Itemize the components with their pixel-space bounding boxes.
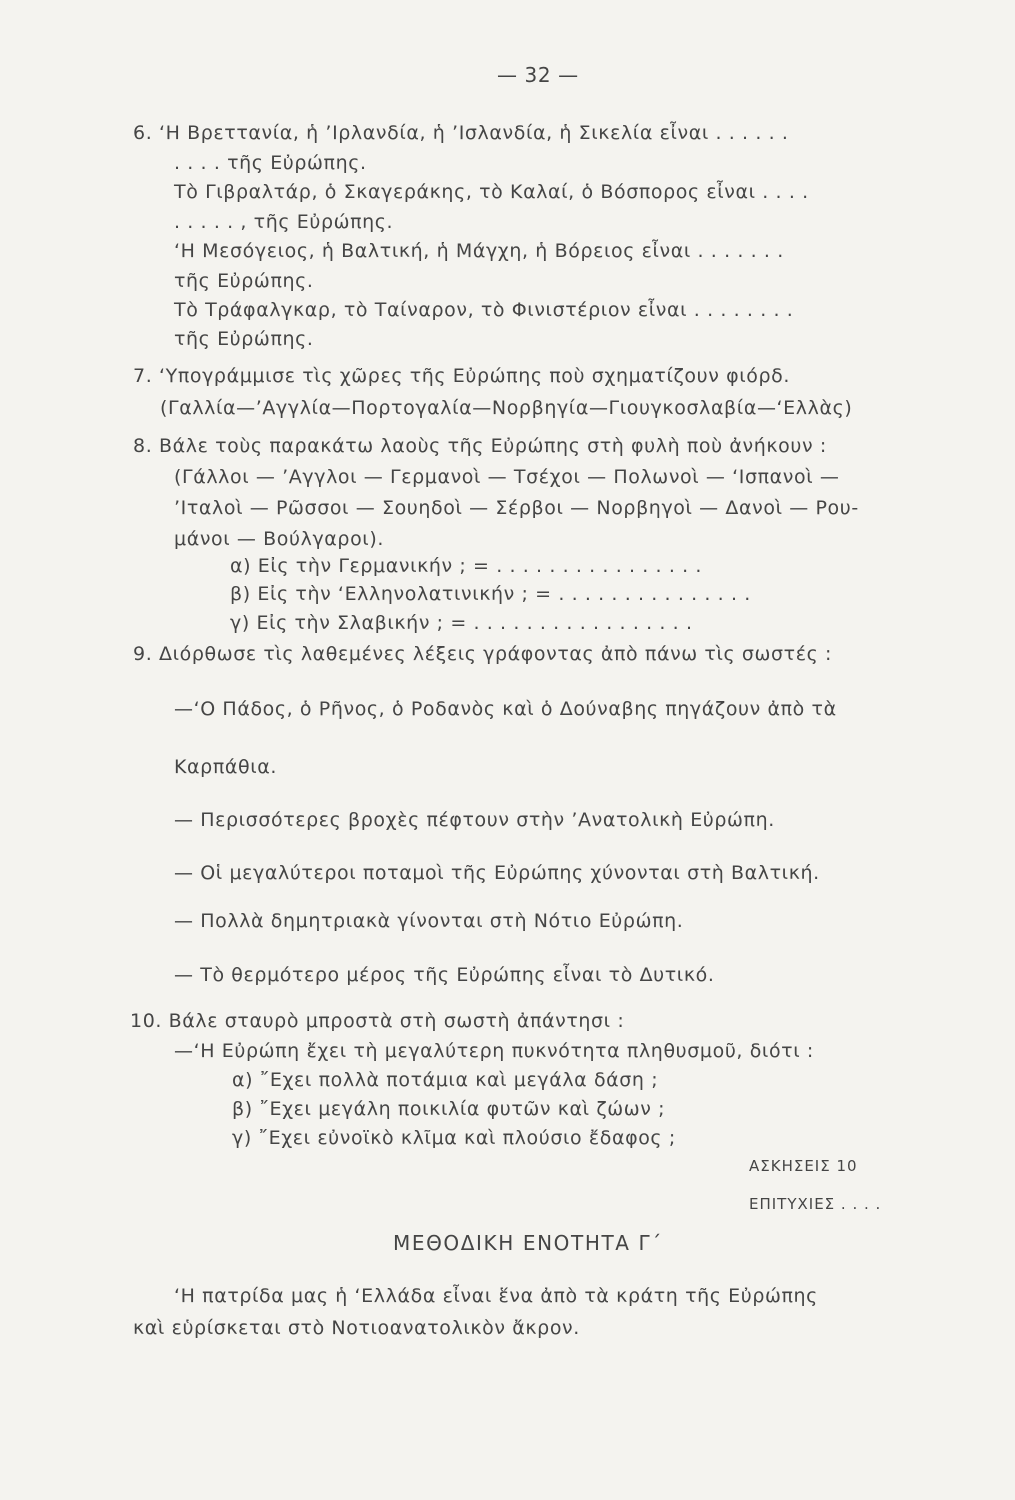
section-heading: ΜΕΘΟΔΙΚΗ ΕΝΟΤΗΤΑ Γ΄	[393, 1231, 663, 1255]
exercise-10-option-b: β) ῎Εχει μεγάλη ποικιλία φυτῶν καὶ ζώων ;	[232, 1098, 666, 1120]
exercise-8-option-c: γ) Εἰς τὴν Σλαβικήν ; = . . . . . . . . . . . . . . . . .	[230, 612, 693, 634]
exercise-9-sentence-1: —‘Ο Πάδος, ὁ Ρῆνος, ὁ Ροδανὸς καὶ ὁ Δούναβης πηγάζουν ἀπὸ τὰ	[174, 698, 837, 720]
closing-line-2: καὶ εὑρίσκεται στὸ Νοτιοανατολικὸν ἄκρον.	[133, 1317, 580, 1339]
exercise-8-line-1: 8. Βάλε τοὺς παρακάτω λαοὺς τῆς Εὐρώπης στὴ φυλὴ ποὺ ἀνήκουν :	[133, 435, 827, 457]
exercise-7-line-1: 7. ‘Υπογράμμισε τὶς χῶρες τῆς Εὐρώπης ποὺ σχηματίζουν φιόρδ.	[133, 365, 790, 387]
exercise-6-line-6: τῆς Εὐρώπης.	[174, 270, 314, 292]
exercises-count-label: ΑΣΚΗΣΕΙΣ 10	[749, 1157, 858, 1175]
exercise-6-line-8: τῆς Εὐρώπης.	[174, 328, 314, 350]
exercise-9-sentence-4: — Πολλὰ δημητριακὰ γίνονται στὴ Νότιο Εὐρώπη.	[174, 910, 684, 932]
exercise-8-option-b: β) Εἰς τὴν ‘Ελληνολατινικήν ; = . . . . . . . . . . . . . . .	[230, 583, 751, 605]
exercise-9-sentence-5: — Τὸ θερμότερο μέρος τῆς Εὐρώπης εἶναι τὸ Δυτικό.	[174, 964, 715, 986]
exercise-8-option-a: α) Εἰς τὴν Γερμανικήν ; = . . . . . . . . . . . . . . . .	[230, 555, 703, 577]
successes-label: ΕΠΙΤΥΧΙΕΣ . . . .	[749, 1195, 882, 1213]
exercise-8-line-2: (Γάλλοι — ’Αγγλοι — Γερμανοὶ — Τσέχοι — Πολωνοὶ — ‘Ισπανοὶ —	[174, 466, 840, 488]
exercise-8-line-4: μάνοι — Βούλγαροι).	[174, 528, 384, 550]
exercise-6-line-5: ‘Η Μεσόγειος, ἡ Βαλτική, ἡ Μάγχη, ἡ Βόρειος εἶναι . . . . . . .	[174, 240, 784, 262]
exercise-6-line-7: Τὸ Τράφαλγκαρ, τὸ Ταίναρον, τὸ Φινιστέριον εἶναι . . . . . . . .	[174, 299, 794, 321]
exercise-8-line-3: ’Ιταλοὶ — Ρῶσσοι — Σουηδοὶ — Σέρβοι — Νορβηγοὶ — Δανοὶ — Ρου-	[174, 497, 859, 519]
exercise-10-line-1: 10. Βάλε σταυρὸ μπροστὰ στὴ σωστὴ ἀπάντησι :	[130, 1010, 625, 1032]
exercise-10-line-2: —‘Η Εὐρώπη ἔχει τὴ μεγαλύτερη πυκνότητα πληθυσμοῦ, διότι :	[174, 1040, 814, 1062]
exercise-10-option-a: α) ῎Εχει πολλὰ ποτάμια καὶ μεγάλα δάση ;	[232, 1069, 659, 1091]
exercise-6-line-1: 6. ‘Η Βρεττανία, ἡ ’Ιρλανδία, ἡ ’Ισλανδία, ἡ Σικελία εἶναι . . . . . .	[133, 122, 789, 144]
exercise-9-sentence-3: — Οἱ μεγαλύτεροι ποταμοὶ τῆς Εὐρώπης χύνονται στὴ Βαλτική.	[174, 862, 820, 884]
exercise-10-option-c: γ) ῎Εχει εὐνοϊκὸ κλῖμα καὶ πλούσιο ἔδαφος ;	[232, 1127, 676, 1149]
exercise-9-sentence-1-cont: Καρπάθια.	[174, 756, 278, 778]
page-number: — 32 —	[497, 63, 579, 87]
exercise-9-line-1: 9. Διόρθωσε τὶς λαθεμένες λέξεις γράφοντας ἀπὸ πάνω τὶς σωστές :	[133, 643, 832, 665]
exercise-6-line-2: . . . . τῆς Εὐρώπης.	[174, 152, 367, 174]
exercise-6-line-3: Τὸ Γιβραλτάρ, ὁ Σκαγεράκης, τὸ Καλαί, ὁ Βόσπορος εἶναι . . . .	[174, 181, 809, 203]
closing-line-1: ‘Η πατρίδα μας ἡ ‘Ελλάδα εἶναι ἕνα ἀπὸ τὰ κράτη τῆς Εὐρώπης	[174, 1285, 818, 1307]
exercise-9-sentence-2: — Περισσότερες βροχὲς πέφτουν στὴν ’Ανατολικὴ Εὐρώπη.	[174, 809, 775, 831]
exercise-7-line-2: (Γαλλία—’Αγγλία—Πορτογαλία—Νορβηγία—Γιουγκοσλαβία—‘Ελλὰς)	[160, 397, 853, 419]
exercise-6-line-4: . . . . . , τῆς Εὐρώπης.	[174, 211, 394, 233]
